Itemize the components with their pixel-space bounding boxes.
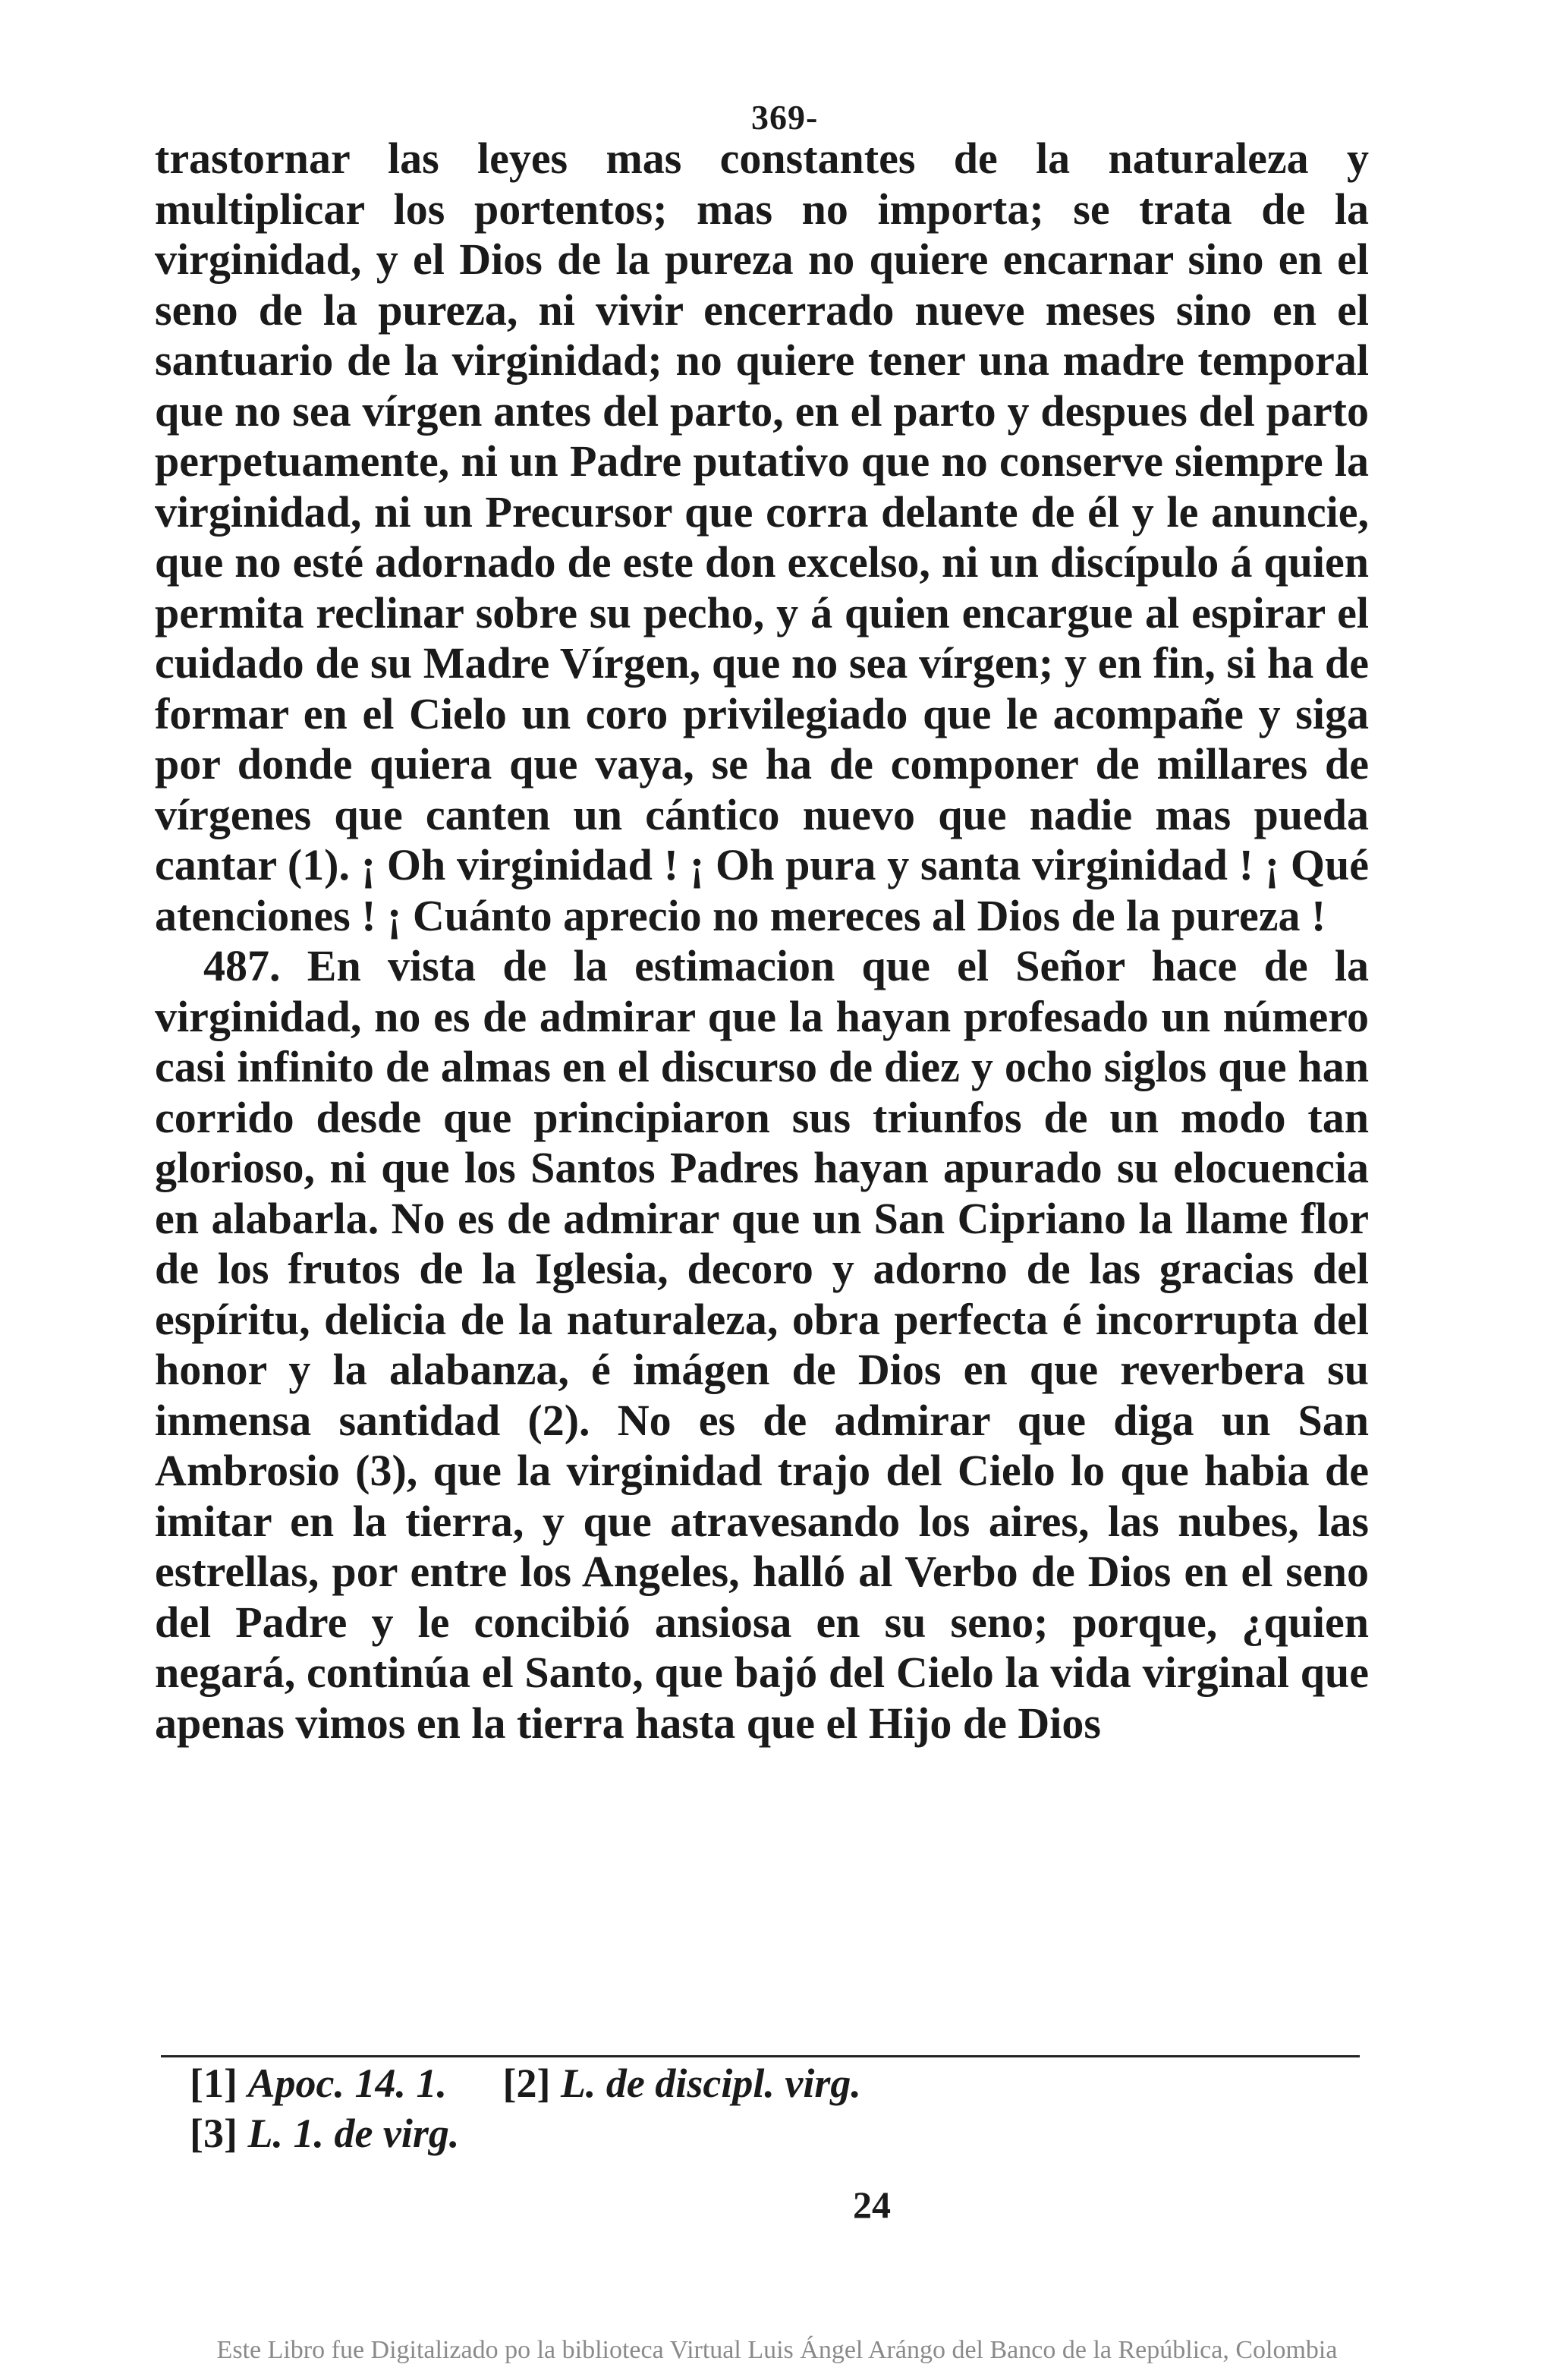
footnote-mark: [1] <box>190 2060 248 2106</box>
footnote-mark: [2] <box>502 2060 561 2106</box>
body-text <box>155 134 1369 1749</box>
footnote-ref: Apoc. 14. 1. <box>247 2060 447 2106</box>
footnotes <box>190 2058 861 2158</box>
page-number: 369- <box>751 98 819 137</box>
footnote-ref: L. de discipl. virg. <box>560 2060 861 2106</box>
paragraph-continued: trastornar las leyes mas constantes de la naturaleza y multiplicar los portentos; mas no importa; se trata de la virginidad, y el Dios de la pureza no quiere encarnar sino en el seno de la pureza, ni vivir encerrado nueve meses sino en el santuario de la virginidad; no quiere tener una madre temporal que no sea vírgen antes del parto, en el parto y despues del parto perpetuamente, ni un Padre putativo que no conserve siempre la virginidad, ni un Precursor que corra delante de él y le anuncie, que no esté adornado de este don excelso, ni un discípulo á quien permita reclinar sobre su pecho, y á quien encargue al espirar el cuidado de su Madre Vírgen, que no sea vírgen; y en fin, si ha de formar en el Cielo un coro privilegiado que le acompañe y siga por donde quiera que vaya, se ha de componer de millares de vírgenes que canten un cántico nuevo que nadie mas pueda cantar (1). ¡ Oh virginidad ! ¡ Oh pura y santa virginidad ! ¡ Qué atenciones ! ¡ Cuánto aprecio no mereces al Dios de la pureza ! <box>155 134 1369 940</box>
footnote-ref: L. 1. de virg. <box>247 2111 460 2156</box>
footnote-rule <box>161 2055 1360 2057</box>
footnote-1 <box>190 2058 447 2108</box>
signature-mark: 24 <box>853 2183 891 2226</box>
footnote-mark: [3] <box>190 2111 248 2156</box>
digitization-credit: Este Libro fue Digitalizado po la biblioteca Virtual Luis Ángel Arángo del Banco de la República, Colombia <box>216 2336 1338 2364</box>
paragraph-487: 487. En vista de la estimacion que el Señor hace de la virginidad, no es de admirar que la hayan profesado un número casi infinito de almas en el discurso de diez y ocho siglos que han corrido desde que principiaron sus triunfos de un modo tan glorioso, ni que los Santos Padres hayan apurado su elocuencia en alabarla. No es de admirar que un San Cipriano la llame flor de los frutos de la Iglesia, decoro y adorno de las gracias del espíritu, delicia de la naturaleza, obra perfecta é incorrupta del honor y la alabanza, é imágen de Dios en que reverbera su inmensa santidad (2). No es de admirar que diga un San Ambrosio (3), que la virginidad trajo del Cielo lo que habia de imitar en la tierra, y que atravesando los aires, las nubes, las estrellas, por entre los Angeles, halló al Verbo de Dios en el seno del Padre y le concibió ansiosa en su seno; porque, ¿quien negará, continúa el Santo, que bajó del Cielo la vida virginal que apenas vimos en la tierra hasta que el Hijo de Dios <box>155 941 1369 1748</box>
footnote-3 <box>190 2108 459 2158</box>
footnote-line-1 <box>190 2058 861 2108</box>
footnote-line-2 <box>190 2108 861 2158</box>
footnote-2 <box>502 2058 860 2108</box>
